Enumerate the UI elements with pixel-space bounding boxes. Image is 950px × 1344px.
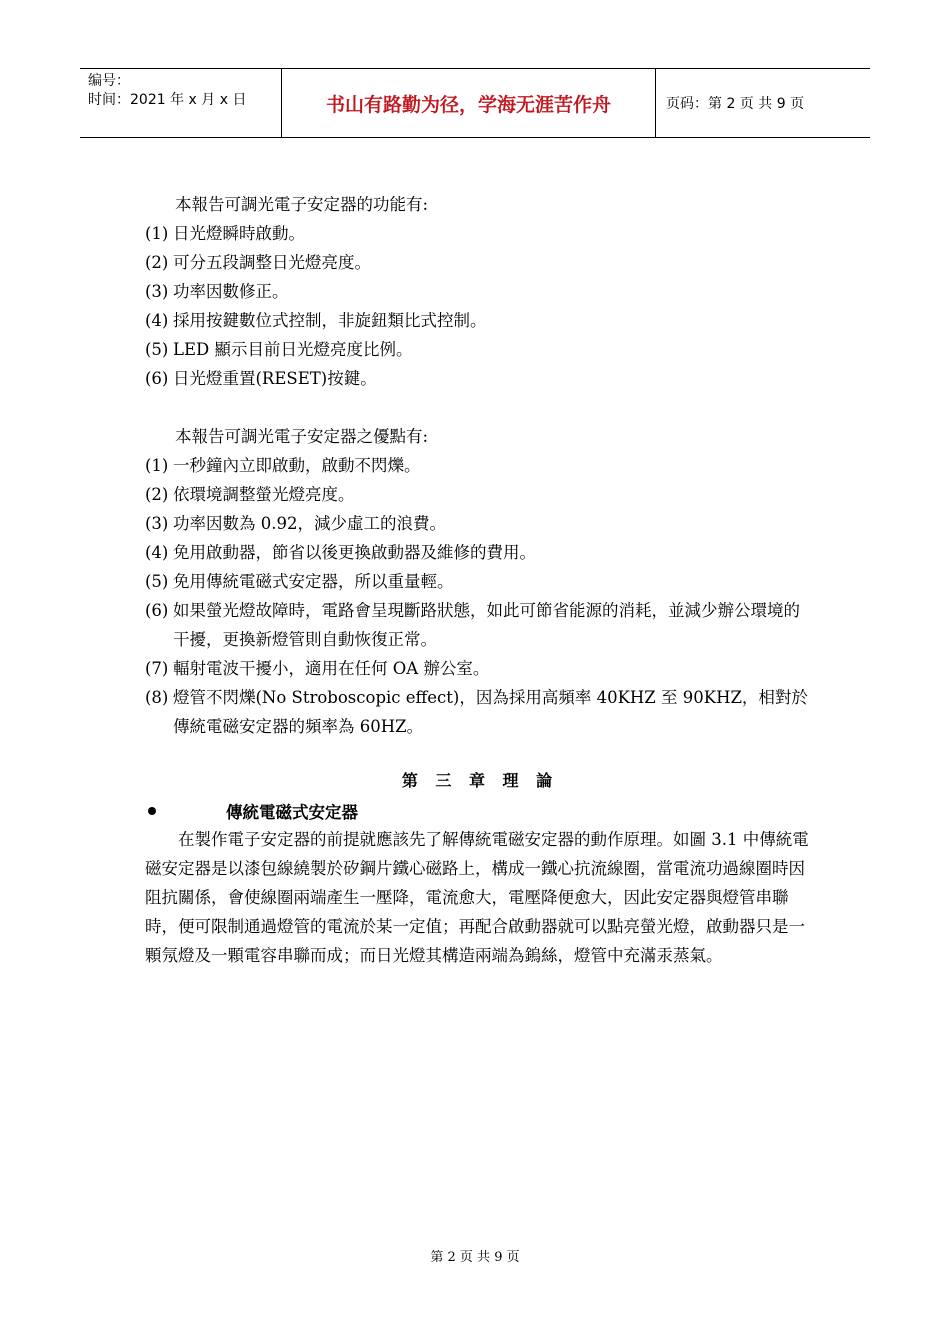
list-item-text: 功率因數修正。 bbox=[173, 282, 289, 301]
list-item bbox=[145, 480, 815, 509]
list-item-text: 功率因數為 0.92，減少虛工的浪費。 bbox=[173, 514, 446, 533]
list-item-text: 採用按鍵數位式控制，非旋鈕類比式控制。 bbox=[173, 311, 487, 330]
list-item bbox=[145, 509, 815, 538]
section-heading-text: 傳統電磁式安定器 bbox=[226, 802, 358, 822]
list-item-number: (1) bbox=[145, 456, 169, 475]
list-item-text: 免用啟動器，節省以後更換啟動器及維修的費用。 bbox=[173, 543, 536, 562]
document-body bbox=[145, 190, 815, 970]
list-item bbox=[145, 654, 815, 683]
serial-label: 编号： bbox=[88, 73, 130, 89]
list-item-number: (2) bbox=[145, 253, 169, 272]
features-list bbox=[145, 219, 815, 393]
header-meta-cell bbox=[80, 69, 282, 137]
list-item-text: 日光燈瞬時啟動。 bbox=[173, 224, 305, 243]
features-intro: 本報告可調光電子安定器的功能有: bbox=[175, 195, 429, 214]
list-item bbox=[145, 683, 815, 741]
advantages-list bbox=[145, 451, 815, 741]
list-item-number: (4) bbox=[145, 311, 169, 330]
list-item-number: (5) bbox=[145, 572, 169, 591]
list-item-text: 一秒鐘內立即啟動，啟動不閃爍。 bbox=[173, 456, 421, 475]
list-item bbox=[145, 567, 815, 596]
document-header bbox=[80, 68, 870, 138]
list-item bbox=[145, 538, 815, 567]
advantages-intro: 本報告可調光電子安定器之優點有: bbox=[175, 427, 429, 446]
list-item-number: (3) bbox=[145, 514, 169, 533]
list-item-number: (6) bbox=[145, 369, 169, 388]
list-item bbox=[145, 219, 815, 248]
list-item-text: 依環境調整螢光燈亮度。 bbox=[173, 485, 355, 504]
list-item bbox=[145, 277, 815, 306]
date-label: 时间：2021 年 x 月 x 日 bbox=[88, 92, 247, 108]
list-item-number: (2) bbox=[145, 485, 169, 504]
list-item-number: (5) bbox=[145, 340, 169, 359]
list-item bbox=[145, 248, 815, 277]
list-item-text: 如果螢光燈故障時，電路會呈現斷路狀態，如此可節省能源的消耗，並減少辦公環境的干擾，更換新燈管則自動恢復正常。 bbox=[173, 601, 800, 649]
list-item bbox=[145, 596, 815, 654]
list-item bbox=[145, 364, 815, 393]
list-item-number: (4) bbox=[145, 543, 169, 562]
list-item-text: 日光燈重置(RESET)按鍵。 bbox=[173, 369, 377, 388]
page-footer: 第 2 页 共 9 页 bbox=[430, 1250, 520, 1265]
theory-paragraph: 在製作電子安定器的前提就應該先了解傳統電磁安定器的動作原理。如圖 3.1 中傳統電磁安定器是以漆包線繞製於矽鋼片鐵心磁路上，構成一鐵心抗流線圈，當電流功過線圈時因阻抗關係，會使線圈兩端產生一壓降，電流愈大，電壓降便愈大，因此安定器與燈管串聯時，便可限制通過燈管的電流於某一定值；再配合啟動器就可以點亮螢光燈，啟動器只是一顆氖燈及一顆電容串聯而成；而日光燈其構造兩端為鎢絲，燈管中充滿汞蒸氣。 bbox=[145, 830, 809, 965]
list-item-text: 輻射電波干擾小，適用在任何 OA 辦公室。 bbox=[173, 659, 490, 678]
list-item-text: 燈管不閃爍(No Stroboscopic effect)，因為採用高頻率 40KHZ 至 90KHZ，相對於傳統電磁安定器的頻率為 60HZ。 bbox=[173, 688, 808, 736]
header-page-info: 页码：第 2 页 共 9 页 bbox=[666, 96, 805, 112]
list-item bbox=[145, 306, 815, 335]
list-item-text: 免用傳統電磁式安定器，所以重量輕。 bbox=[173, 572, 454, 591]
list-item bbox=[145, 451, 815, 480]
header-motto: 书山有路勤为径，学海无涯苦作舟 bbox=[282, 69, 656, 137]
list-item-text: LED 顯示目前日光燈亮度比例。 bbox=[173, 340, 413, 359]
list-item-number: (1) bbox=[145, 224, 169, 243]
section-heading bbox=[145, 796, 815, 825]
list-item bbox=[145, 335, 815, 364]
list-item-number: (7) bbox=[145, 659, 169, 678]
list-item-number: (3) bbox=[145, 282, 169, 301]
list-item-number: (8) bbox=[145, 688, 169, 707]
chapter-title: 第 三 章 理 論 bbox=[401, 771, 559, 790]
list-item-text: 可分五段調整日光燈亮度。 bbox=[173, 253, 371, 272]
list-item-number: (6) bbox=[145, 601, 169, 620]
bullet-icon bbox=[148, 807, 156, 815]
